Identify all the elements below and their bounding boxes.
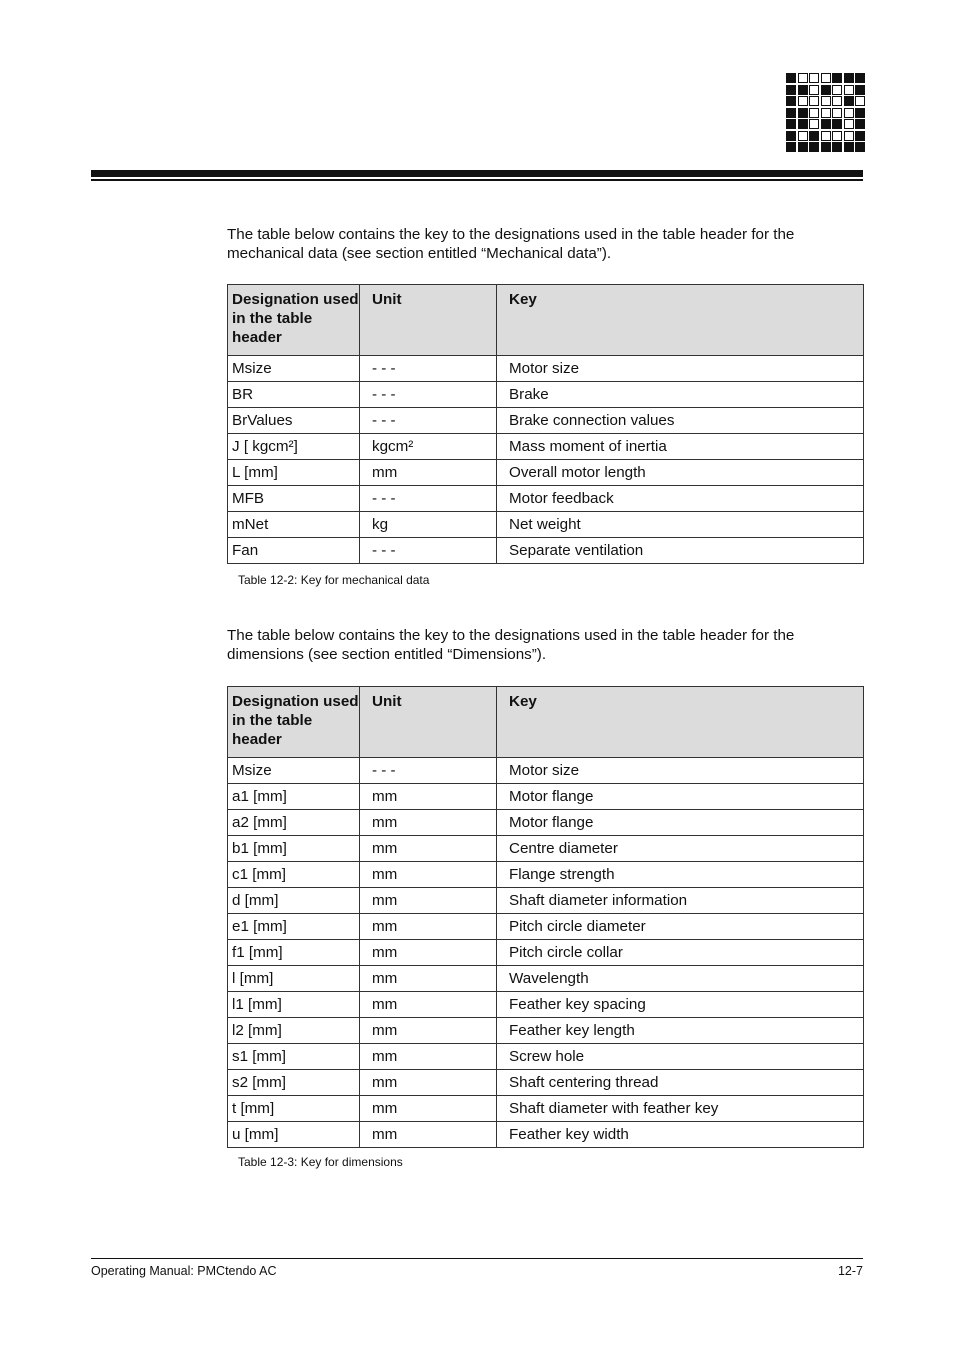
- footer-rule: [91, 1258, 863, 1259]
- table-row: [228, 1070, 864, 1096]
- cell-key: Shaft diameter with feather key: [497, 1096, 864, 1122]
- logo-cell: [844, 108, 854, 118]
- header-key: Key: [497, 687, 864, 758]
- cell-key: Feather key width: [497, 1122, 864, 1148]
- cell-designation: a2 [mm]: [228, 810, 360, 836]
- table-row: [228, 940, 864, 966]
- logo-cell: [855, 85, 865, 95]
- cell-unit: mm: [360, 992, 497, 1018]
- logo-cell: [809, 85, 819, 95]
- logo-cell: [786, 142, 796, 152]
- cell-key: Flange strength: [497, 862, 864, 888]
- cell-designation: Msize: [228, 356, 360, 382]
- logo-cell: [855, 108, 865, 118]
- cell-designation: J [ kgcm²]: [228, 434, 360, 460]
- cell-key: Separate ventilation: [497, 538, 864, 564]
- cell-unit: mm: [360, 460, 497, 486]
- cell-key: Centre diameter: [497, 836, 864, 862]
- table-row: [228, 810, 864, 836]
- cell-unit: - - -: [360, 408, 497, 434]
- logo-cell: [821, 85, 831, 95]
- cell-designation: l1 [mm]: [228, 992, 360, 1018]
- table-row: [228, 1044, 864, 1070]
- cell-unit: mm: [360, 1018, 497, 1044]
- logo-cell: [855, 119, 865, 129]
- mechanical-table-body: [228, 356, 864, 564]
- cell-unit: mm: [360, 810, 497, 836]
- cell-unit: - - -: [360, 382, 497, 408]
- cell-unit: mm: [360, 784, 497, 810]
- cell-designation: d [mm]: [228, 888, 360, 914]
- cell-designation: e1 [mm]: [228, 914, 360, 940]
- cell-designation: s1 [mm]: [228, 1044, 360, 1070]
- cell-key: Brake connection values: [497, 408, 864, 434]
- table-row: [228, 836, 864, 862]
- table-row: [228, 784, 864, 810]
- header-rule-thick: [91, 170, 863, 177]
- logo-cell: [798, 119, 808, 129]
- logo-cell: [844, 85, 854, 95]
- table-header-row: [228, 687, 864, 758]
- logo-cell: [844, 73, 854, 83]
- logo-cell: [786, 96, 796, 106]
- logo-cell: [786, 119, 796, 129]
- table-header-row: [228, 285, 864, 356]
- logo-cell: [821, 73, 831, 83]
- cell-unit: mm: [360, 966, 497, 992]
- logo-cell: [832, 108, 842, 118]
- logo-cell: [809, 108, 819, 118]
- cell-key: Pitch circle diameter: [497, 914, 864, 940]
- cell-designation: u [mm]: [228, 1122, 360, 1148]
- cell-designation: f1 [mm]: [228, 940, 360, 966]
- header-rule-thin: [91, 179, 863, 181]
- cell-designation: b1 [mm]: [228, 836, 360, 862]
- logo-cell: [798, 142, 808, 152]
- table-row: [228, 434, 864, 460]
- logo-cell: [832, 119, 842, 129]
- cell-key: Motor feedback: [497, 486, 864, 512]
- cell-key: Mass moment of inertia: [497, 434, 864, 460]
- cell-designation: l2 [mm]: [228, 1018, 360, 1044]
- cell-designation: mNet: [228, 512, 360, 538]
- cell-unit: mm: [360, 1096, 497, 1122]
- cell-designation: a1 [mm]: [228, 784, 360, 810]
- cell-key: Screw hole: [497, 1044, 864, 1070]
- logo-cell: [786, 73, 796, 83]
- cell-unit: mm: [360, 836, 497, 862]
- cell-designation: BrValues: [228, 408, 360, 434]
- logo-cell: [821, 142, 831, 152]
- logo-cell: [809, 73, 819, 83]
- cell-designation: s2 [mm]: [228, 1070, 360, 1096]
- cell-key: Shaft centering thread: [497, 1070, 864, 1096]
- logo-cell: [832, 96, 842, 106]
- table-row: [228, 914, 864, 940]
- logo-cell: [821, 131, 831, 141]
- cell-key: Feather key length: [497, 1018, 864, 1044]
- table-row: [228, 512, 864, 538]
- table-row: [228, 1122, 864, 1148]
- header-designation: Designation used in the table header: [228, 687, 360, 758]
- logo-cell: [844, 119, 854, 129]
- cell-designation: MFB: [228, 486, 360, 512]
- table-row: [228, 862, 864, 888]
- header-designation: Designation used in the table header: [228, 285, 360, 356]
- grid-logo-icon: [786, 73, 865, 152]
- dimensions-table-body: [228, 758, 864, 1148]
- logo-cell: [809, 119, 819, 129]
- header-unit: Unit: [360, 285, 497, 356]
- cell-unit: mm: [360, 1070, 497, 1096]
- page-number: 12-7: [837, 1264, 863, 1278]
- caption-dimensions: Table 12-3: Key for dimensions: [238, 1155, 403, 1169]
- logo-cell: [786, 131, 796, 141]
- cell-designation: c1 [mm]: [228, 862, 360, 888]
- logo-cell: [844, 142, 854, 152]
- logo-cell: [821, 119, 831, 129]
- footer-title: Operating Manual: PMCtendo AC: [91, 1264, 277, 1278]
- cell-unit: kg: [360, 512, 497, 538]
- mechanical-data-table: [227, 284, 864, 564]
- logo-cell: [798, 73, 808, 83]
- header-unit: Unit: [360, 687, 497, 758]
- cell-unit: - - -: [360, 356, 497, 382]
- table-row: [228, 992, 864, 1018]
- table-row: [228, 966, 864, 992]
- cell-key: Motor size: [497, 758, 864, 784]
- logo-cell: [855, 131, 865, 141]
- cell-key: Overall motor length: [497, 460, 864, 486]
- cell-designation: t [mm]: [228, 1096, 360, 1122]
- cell-designation: l [mm]: [228, 966, 360, 992]
- logo-cell: [832, 85, 842, 95]
- cell-designation: Fan: [228, 538, 360, 564]
- dimensions-table: [227, 686, 864, 1148]
- cell-unit: mm: [360, 888, 497, 914]
- cell-designation: BR: [228, 382, 360, 408]
- table-row: [228, 888, 864, 914]
- table-row: [228, 356, 864, 382]
- logo-cell: [809, 142, 819, 152]
- cell-key: Shaft diameter information: [497, 888, 864, 914]
- cell-key: Motor flange: [497, 784, 864, 810]
- intro-dimensions: The table below contains the key to the designations used in the table header for the dimensions (see section entitled “Dimensions”).: [227, 627, 795, 663]
- logo-cell: [844, 96, 854, 106]
- table-row: [228, 1096, 864, 1122]
- logo-cell: [855, 142, 865, 152]
- table-row: [228, 382, 864, 408]
- logo-cell: [832, 142, 842, 152]
- cell-unit: mm: [360, 940, 497, 966]
- cell-unit: mm: [360, 914, 497, 940]
- cell-key: Motor size: [497, 356, 864, 382]
- cell-unit: mm: [360, 1044, 497, 1070]
- logo-cell: [809, 131, 819, 141]
- logo-cell: [786, 85, 796, 95]
- logo-cell: [844, 131, 854, 141]
- cell-unit: mm: [360, 862, 497, 888]
- intro-mechanical: The table below contains the key to the designations used in the table header for the mechanical data (see section entitled “Mechanical data”).: [227, 226, 795, 262]
- logo-cell: [798, 131, 808, 141]
- cell-unit: - - -: [360, 538, 497, 564]
- logo-cell: [855, 96, 865, 106]
- logo-cell: [832, 73, 842, 83]
- logo-cell: [798, 108, 808, 118]
- logo-cell: [809, 96, 819, 106]
- cell-key: Wavelength: [497, 966, 864, 992]
- logo-cell: [786, 108, 796, 118]
- header-key: Key: [497, 285, 864, 356]
- cell-key: Feather key spacing: [497, 992, 864, 1018]
- table-row: [228, 486, 864, 512]
- logo-cell: [821, 96, 831, 106]
- cell-designation: L [mm]: [228, 460, 360, 486]
- logo-cell: [832, 131, 842, 141]
- cell-key: Brake: [497, 382, 864, 408]
- table-row: [228, 1018, 864, 1044]
- table-row: [228, 758, 864, 784]
- cell-key: Motor flange: [497, 810, 864, 836]
- logo-cell: [798, 85, 808, 95]
- logo-cell: [798, 96, 808, 106]
- cell-key: Net weight: [497, 512, 864, 538]
- caption-mechanical: Table 12-2: Key for mechanical data: [238, 573, 430, 587]
- cell-designation: Msize: [228, 758, 360, 784]
- logo-cell: [855, 73, 865, 83]
- cell-unit: - - -: [360, 758, 497, 784]
- cell-unit: - - -: [360, 486, 497, 512]
- table-row: [228, 460, 864, 486]
- logo-cell: [821, 108, 831, 118]
- cell-key: Pitch circle collar: [497, 940, 864, 966]
- cell-unit: kgcm²: [360, 434, 497, 460]
- cell-unit: mm: [360, 1122, 497, 1148]
- table-row: [228, 538, 864, 564]
- table-row: [228, 408, 864, 434]
